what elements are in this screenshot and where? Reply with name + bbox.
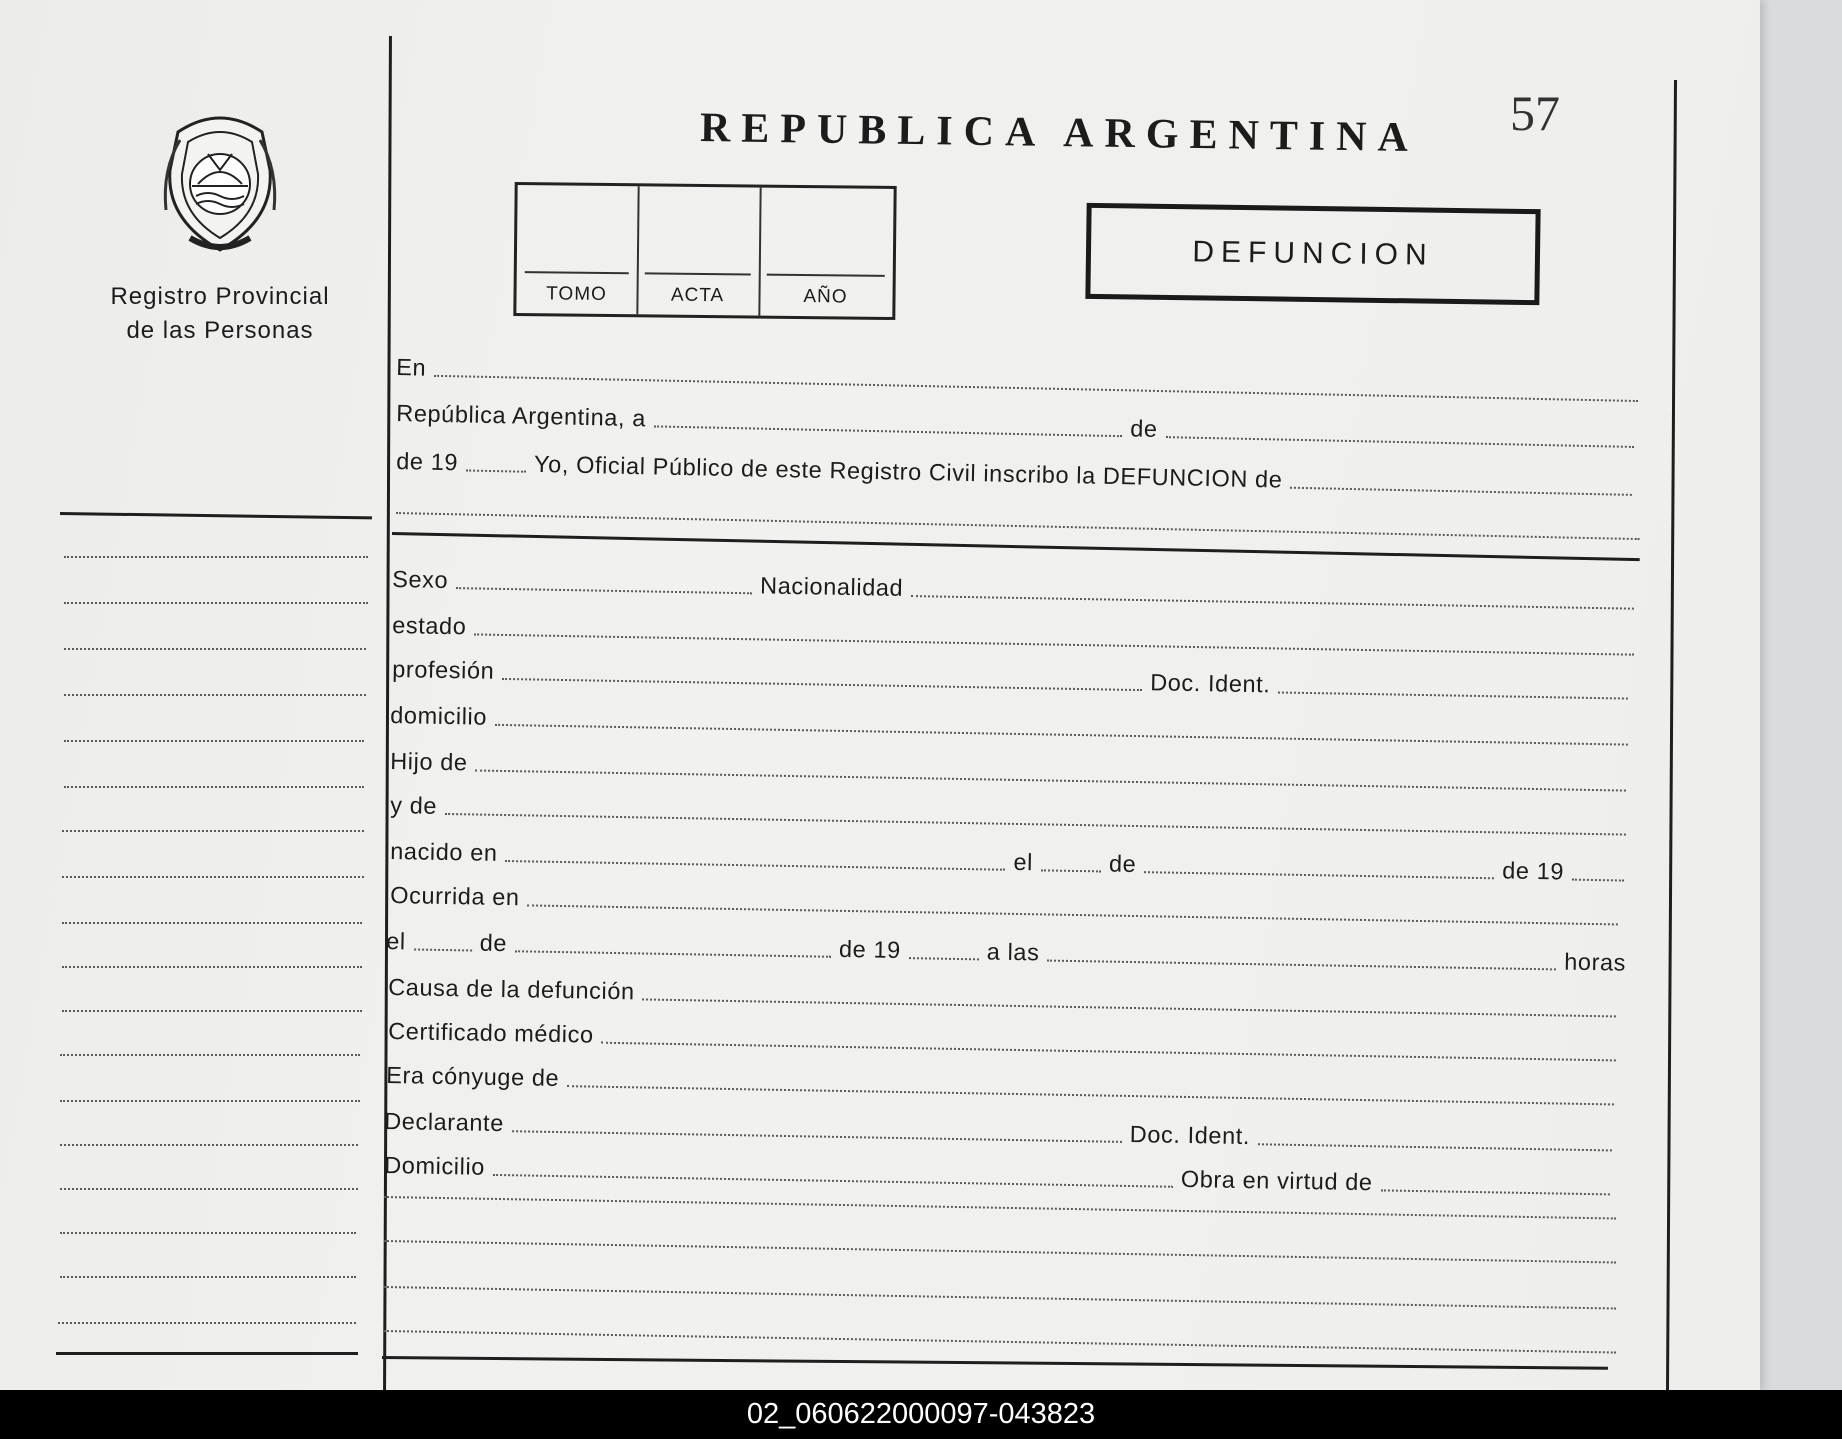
row-fecha-defuncion (386, 928, 1626, 977)
margin-line-16[interactable] (60, 1232, 356, 1234)
label-y-de: y de (390, 792, 438, 819)
label-obra: Obra en virtud de (1180, 1165, 1373, 1196)
label-certificado: Certificado médico (388, 1018, 594, 1048)
label-de: de (1130, 415, 1158, 442)
field-mes-defuncion[interactable] (515, 950, 831, 958)
field-ano-defuncion[interactable] (909, 957, 979, 960)
field-obra[interactable] (1380, 1189, 1609, 1195)
margin-line-2[interactable] (64, 602, 368, 604)
row-estado (392, 612, 1642, 661)
label-de-def: de (479, 929, 508, 957)
label-hijo-de: Hijo de (390, 748, 468, 776)
row-yo (396, 448, 1640, 501)
row-conyuge (386, 1062, 1622, 1111)
label-horas: horas (1564, 948, 1627, 976)
field-doc-ident[interactable] (1278, 691, 1628, 699)
label-nacionalidad: Nacionalidad (759, 572, 904, 601)
field-domicilio[interactable] (495, 724, 1628, 746)
label-estado: estado (392, 612, 467, 640)
label-el-def: el (386, 928, 406, 955)
field-dia-defuncion[interactable] (414, 948, 472, 951)
image-id-caption: 02_060622000097-043823 (0, 1390, 1842, 1439)
label-el: el (1013, 848, 1034, 876)
record-type-box (1085, 203, 1540, 305)
registry-name (90, 280, 350, 348)
label-profesion: profesión (392, 656, 495, 684)
header-divider (392, 532, 1640, 561)
margin-line-3[interactable] (64, 648, 366, 650)
field-mes-nacimiento[interactable] (1144, 871, 1494, 879)
label-de-nac: de (1108, 850, 1137, 878)
row-y-de (390, 792, 1634, 841)
label-domicilio: domicilio (390, 702, 488, 730)
field-lugar-defuncion[interactable] (527, 904, 1617, 925)
tomo-cell (516, 185, 639, 314)
blank-line-4[interactable] (384, 1330, 1616, 1354)
label-doc-ident: Doc. Ident. (1149, 669, 1271, 698)
ano-label: AÑO (803, 286, 848, 308)
field-domicilio-declarante[interactable] (493, 1174, 1173, 1188)
registry-line-2: de las Personas (126, 317, 314, 344)
field-ano-nacimiento[interactable] (1572, 879, 1624, 882)
label-de19: de 19 (396, 448, 459, 476)
label-domicilio-declarante: Domicilio (384, 1152, 486, 1180)
field-causa[interactable] (643, 998, 1616, 1017)
register-box (513, 182, 896, 320)
margin-line-6[interactable] (64, 786, 364, 788)
label-causa: Causa de la defunción (388, 974, 635, 1005)
field-conyuge[interactable] (567, 1085, 1614, 1105)
field-dia-nacimiento[interactable] (1041, 869, 1101, 872)
row-nacido-en (390, 838, 1632, 887)
blank-line-2[interactable] (384, 1240, 1616, 1264)
margin-line-5[interactable] (64, 740, 364, 742)
label-doc-ident-2: Doc. Ident. (1129, 1121, 1251, 1150)
record-type: DEFUNCION (1192, 235, 1434, 272)
row-en (396, 354, 1646, 407)
field-madre[interactable] (445, 813, 1626, 836)
blank-line-1[interactable] (384, 1196, 1616, 1220)
misiones-emblem-icon (158, 110, 282, 260)
row-republica (396, 400, 1642, 453)
margin-line-13[interactable] (60, 1100, 360, 1102)
right-margin-rule (1666, 80, 1677, 1390)
row-certificado (388, 1018, 1624, 1067)
field-doc-ident-declarante[interactable] (1258, 1143, 1612, 1151)
registry-line-1: Registro Provincial (110, 283, 330, 310)
label-en: En (396, 354, 427, 381)
field-mes[interactable] (1165, 436, 1633, 448)
label-republica: República Argentina, a (396, 400, 647, 432)
label-declarante: Declarante (384, 1108, 505, 1137)
label-ocurrida-en: Ocurrida en (390, 882, 520, 911)
row-declarante (384, 1108, 1620, 1157)
row-causa (388, 974, 1624, 1023)
margin-line-17[interactable] (60, 1276, 356, 1278)
margin-line-1[interactable] (64, 556, 368, 558)
row-profesion (392, 656, 1636, 705)
row-hijo-de (390, 748, 1634, 797)
field-dia[interactable] (654, 425, 1122, 437)
tomo-label: TOMO (546, 283, 607, 305)
label-sexo: Sexo (392, 566, 449, 593)
acta-label: ACTA (670, 284, 725, 307)
bottom-rule-main (382, 1356, 1608, 1370)
label-conyuge: Era cónyuge de (386, 1062, 560, 1092)
margin-line-11[interactable] (62, 1010, 362, 1012)
acta-cell (636, 186, 761, 315)
ano-cell (758, 188, 893, 317)
field-ano[interactable] (466, 469, 526, 472)
page-number: 57 (1510, 85, 1560, 141)
margin-line-7[interactable] (62, 830, 364, 832)
margin-line-10[interactable] (62, 966, 362, 968)
field-profesion[interactable] (502, 678, 1142, 691)
field-certificado[interactable] (601, 1042, 1615, 1062)
margin-line-12[interactable] (60, 1054, 360, 1056)
margin-line-15[interactable] (60, 1188, 358, 1190)
row-sexo (392, 566, 1642, 615)
field-nacionalidad[interactable] (911, 595, 1634, 610)
margin-line-9[interactable] (62, 922, 362, 924)
margin-divider (60, 512, 372, 519)
margin-line-18[interactable] (58, 1322, 356, 1324)
field-hora-defuncion[interactable] (1047, 960, 1556, 971)
row-ocurrida-en (390, 882, 1626, 931)
field-lugar-nacimiento[interactable] (505, 860, 1005, 871)
blank-line-3[interactable] (384, 1286, 1616, 1310)
label-de19-nac: de 19 (1502, 857, 1565, 885)
field-estado[interactable] (474, 633, 1634, 655)
margin-line-14[interactable] (60, 1144, 358, 1146)
margin-line-8[interactable] (62, 876, 364, 878)
field-padre[interactable] (475, 769, 1626, 791)
field-declarante[interactable] (512, 1130, 1122, 1143)
field-sexo[interactable] (456, 587, 752, 594)
margin-line-4[interactable] (64, 694, 366, 696)
label-de19-def: de 19 (838, 935, 902, 963)
label-a-las: a las (986, 938, 1040, 966)
label-yo: Yo, Oficial Público de este Registro Civil inscribo la DEFUNCION de (533, 450, 1283, 493)
row-domicilio-declarante (384, 1152, 1618, 1201)
field-fallecido[interactable] (1290, 487, 1632, 496)
field-en[interactable] (434, 375, 1638, 402)
bottom-rule-margin (56, 1352, 358, 1355)
row-domicilio (390, 702, 1636, 751)
page-title: REPUBLICA ARGENTINA (699, 105, 1420, 162)
label-nacido-en: nacido en (390, 838, 498, 866)
